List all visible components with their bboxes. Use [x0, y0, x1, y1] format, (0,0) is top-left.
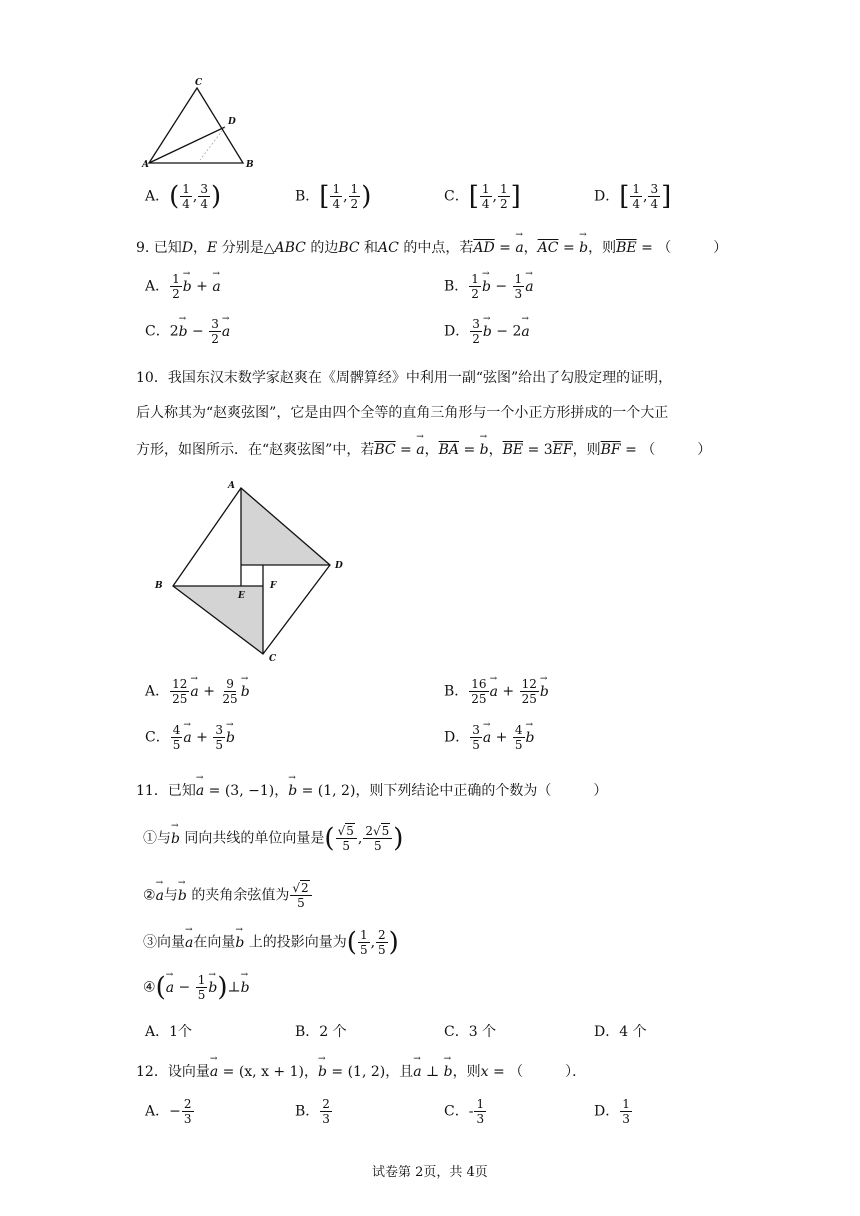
q9-option-c[interactable]: C．2→ b − $\frac{3}{2}$ → a: [145, 318, 230, 345]
label-f: F: [270, 581, 277, 591]
q8-option-a[interactable]: A．( $\frac{1}{4}$ , $\frac{3}{4}$ ): [145, 181, 222, 212]
q9-option-d[interactable]: D． $\frac{3}{2}$ → b − 2→ a: [444, 318, 530, 345]
q9-option-a[interactable]: A． $\frac{1}{2}$ → b + → a: [145, 273, 221, 300]
q9-option-b[interactable]: B． $\frac{1}{2}$ → b − $\frac{1}{3}$ → a: [444, 273, 534, 300]
label-a2: A: [228, 481, 235, 491]
q10-option-c[interactable]: C． $\frac{4}{5}$ → a + $\frac{3}{5}$ → b: [145, 724, 235, 751]
q10-line2: 后人称其为“赵爽弦图”，它是由四个全等的直角三角形与一个小正方形拼成的一个大正: [136, 405, 669, 421]
q11-stem: 11．已知→ a = (3, −1)，→ b = (1, 2)，则下列结论中正确的个数为（ ）: [136, 780, 607, 800]
triangle-figure: [140, 78, 260, 170]
q10-line3: 方形，如图所示．在“赵爽弦图”中，若$\overline{BC}$ = → a，$\overline{BA}$ = → b，$\overline{BE} = 3\overline{EF}$，则$\overline{BF}$ = （ ）: [136, 439, 711, 459]
label-d: D: [228, 117, 236, 127]
page-footer: 试卷第 2页，共 4页: [372, 1165, 488, 1180]
q11-statement-1: ①与→ b 同向共线的单位向量是( $\frac{√5}{5}$ , $\frac{2√5}{5}$ ): [143, 825, 403, 852]
zhao-shuang-figure: [150, 476, 360, 666]
q11-statement-2: ②→ a与→ b 的夹角余弦值为 $\frac{√2}{5}$: [143, 882, 313, 909]
q9-stem: 9. 已知D，E 分别是△ABC 的边BC 和AC 的中点，若$\overline{AD}$ = → a，$\overline{AC}$ = → b，则$\overline{BE}$ = （ ）: [136, 237, 727, 257]
q12-stem: 12．设向量→ a = (x, x + 1)，→ b = (1, 2)，且→ a ⊥ → b，则x = （ ）．: [136, 1061, 586, 1081]
q8-option-c[interactable]: C．[ $\frac{1}{4}$ , $\frac{1}{2}$ ]: [444, 181, 521, 212]
label-e: E: [238, 591, 245, 601]
q12-option-d[interactable]: D． $\frac{1}{3}$: [594, 1097, 630, 1126]
label-d2: D: [335, 561, 343, 571]
label-c2: C: [269, 654, 277, 664]
q12-option-a[interactable]: A．− $\frac{2}{3}$: [145, 1097, 192, 1126]
q11-statement-3: ③向量→ a在向量→ b 上的投影向量为( $\frac{1}{5}$ , $\frac{2}{5}$ ): [143, 929, 399, 956]
label-c: C: [195, 78, 203, 88]
label-a: A: [142, 160, 149, 170]
q11-statement-4: ④(→ a − $\frac{1}{5}$ → b)⊥→ b: [143, 974, 250, 1001]
q10-option-a[interactable]: A． $\frac{12}{25}$ → a + $\frac{9}{25}$ → b: [145, 678, 250, 705]
q12-option-c[interactable]: C．- $\frac{1}{3}$: [444, 1097, 485, 1126]
q11-option-a[interactable]: A．1个: [145, 1024, 193, 1040]
q10-option-b[interactable]: B． $\frac{16}{25}$ → a + $\frac{12}{25}$ → b: [444, 678, 549, 705]
q8-option-b[interactable]: B．[ $\frac{1}{4}$ , $\frac{1}{2}$ ): [295, 181, 372, 212]
label-b2: B: [155, 581, 163, 591]
q8-option-d[interactable]: D．[ $\frac{1}{4}$ , $\frac{3}{4}$ ]: [594, 181, 672, 212]
q11-option-b[interactable]: B．2 个: [295, 1024, 347, 1040]
q12-option-b[interactable]: B． $\frac{2}{3}$: [295, 1097, 330, 1126]
q10-line1: 10．我国东汉末数学家赵爽在《周髀算经》中利用一副“弦图”给出了勾股定理的证明，: [136, 370, 673, 386]
q11-option-c[interactable]: C．3 个: [444, 1024, 497, 1040]
q10-option-d[interactable]: D． $\frac{3}{5}$ → a + $\frac{4}{5}$ → b: [444, 724, 534, 751]
q11-option-d[interactable]: D．4 个: [594, 1024, 647, 1040]
label-b: B: [246, 160, 254, 170]
